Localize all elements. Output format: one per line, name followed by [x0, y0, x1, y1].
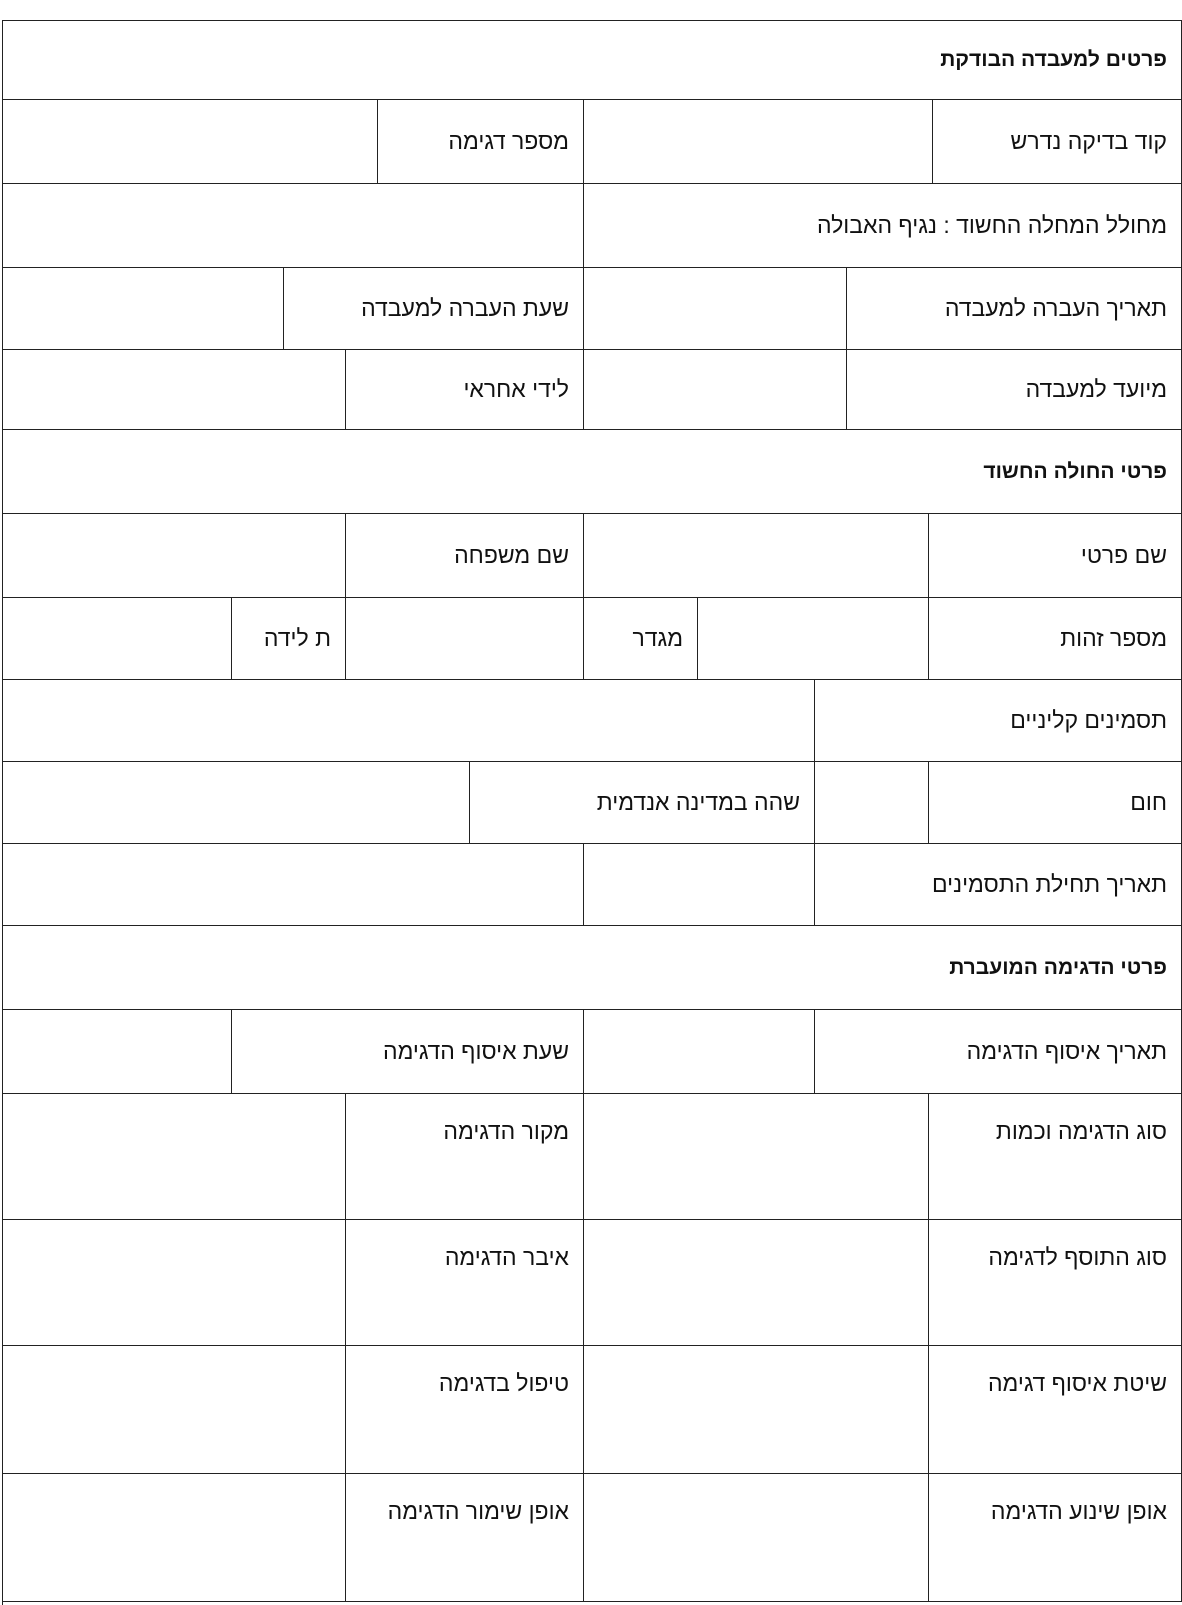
transfer-time-field[interactable]	[2, 268, 284, 350]
collection-date-field[interactable]	[584, 1010, 815, 1094]
birth-date-label: ת לידה	[232, 598, 346, 680]
endemic-country-label: שהה במדינה אנדמית	[470, 762, 815, 844]
intended-lab-field[interactable]	[584, 350, 847, 430]
transfer-date-label: תאריך העברה למעבדה	[847, 268, 1182, 350]
transfer-time-label: שעת העברה למעבדה	[284, 268, 584, 350]
intended-lab-label: מיועד למעבדה	[847, 350, 1182, 430]
storage-method-field[interactable]	[2, 1474, 346, 1602]
symptom-onset-label: תאריך תחילת התסמינים	[815, 844, 1182, 926]
gender-label: מגדר	[584, 598, 698, 680]
test-code-field[interactable]	[584, 100, 933, 184]
fever-field[interactable]	[815, 762, 929, 844]
responsible-field[interactable]	[2, 350, 346, 430]
storage-method-label: אופן שימור הדגימה	[346, 1474, 584, 1602]
responsible-label: לידי אחראי	[346, 350, 584, 430]
endemic-country-field[interactable]	[2, 762, 470, 844]
section-header-sample: פרטי הדגימה המועברת	[2, 926, 1182, 1010]
additive-type-label: סוג התוסף לדגימה	[929, 1220, 1182, 1346]
id-number-label: מספר זהות	[929, 598, 1182, 680]
sample-number-field[interactable]	[2, 100, 378, 184]
clinical-symptoms-label: תסמינים קליניים	[815, 680, 1182, 762]
sample-source-field[interactable]	[2, 1094, 346, 1220]
collection-date-label: תאריך איסוף הדגימה	[815, 1010, 1182, 1094]
sample-handling-field[interactable]	[2, 1346, 346, 1474]
collection-time-field[interactable]	[2, 1010, 232, 1094]
first-name-label: שם פרטי	[929, 514, 1182, 598]
first-name-field[interactable]	[584, 514, 929, 598]
gender-field[interactable]	[346, 598, 584, 680]
last-name-field[interactable]	[2, 514, 346, 598]
last-name-label: שם משפחה	[346, 514, 584, 598]
symptom-onset-field[interactable]	[584, 844, 815, 926]
transport-method-label: אופן שינוע הדגימה	[929, 1474, 1182, 1602]
collection-method-label: שיטת איסוף דגימה	[929, 1346, 1182, 1474]
section-header-lab: פרטים למעבדה הבודקת	[2, 20, 1182, 100]
section-header-patient: פרטי החולה החשוד	[2, 430, 1182, 514]
fever-label: חום	[929, 762, 1182, 844]
id-number-field[interactable]	[698, 598, 929, 680]
sample-source-label: מקור הדגימה	[346, 1094, 584, 1220]
clinical-symptoms-field[interactable]	[2, 680, 815, 762]
sample-organ-field[interactable]	[2, 1220, 346, 1346]
sample-handling-label: טיפול בדגימה	[346, 1346, 584, 1474]
birth-date-field[interactable]	[2, 598, 232, 680]
test-code-label: קוד בדיקה נדרש	[933, 100, 1182, 184]
transport-method-field[interactable]	[584, 1474, 929, 1602]
pathogen-label: מחולל המחלה החשוד : נגיף האבולה	[584, 184, 1182, 268]
sample-type-qty-label: סוג הדגימה וכמות	[929, 1094, 1182, 1220]
additive-type-field[interactable]	[584, 1220, 929, 1346]
pathogen-field[interactable]	[2, 184, 584, 268]
collection-method-field[interactable]	[584, 1346, 929, 1474]
symptom-onset-extra-field[interactable]	[2, 844, 584, 926]
sample-type-qty-field[interactable]	[584, 1094, 929, 1220]
collection-time-label: שעת איסוף הדגימה	[232, 1010, 584, 1094]
transfer-date-field[interactable]	[584, 268, 847, 350]
sample-organ-label: איבר הדגימה	[346, 1220, 584, 1346]
sample-number-label: מספר דגימה	[378, 100, 584, 184]
